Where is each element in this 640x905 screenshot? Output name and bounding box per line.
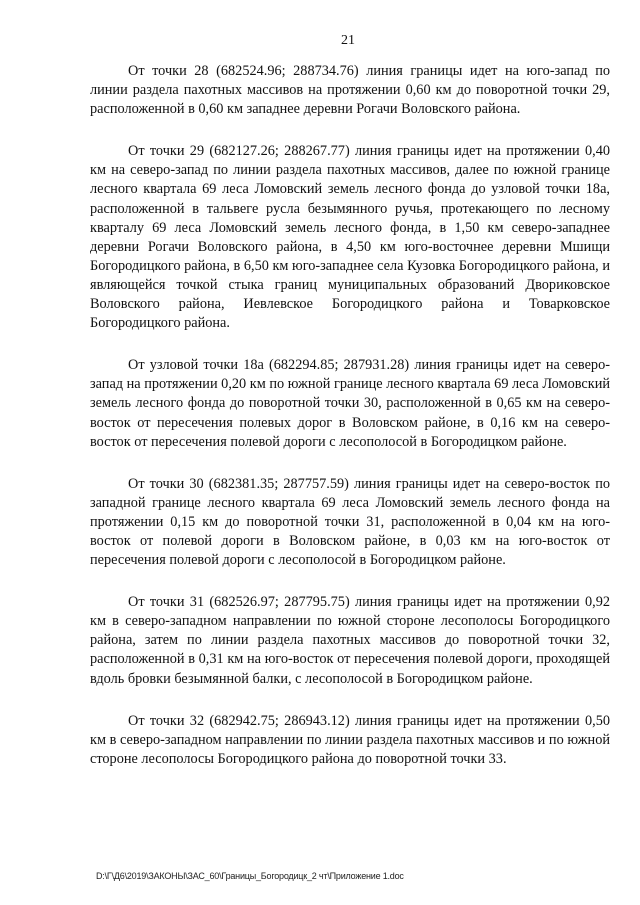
- paragraph: От точки 30 (682381.35; 287757.59) линия границы идет на северо-восток по западной границе лесного квартала 69 леса Ломовский земель лесного фонда на протяжении 0,15 км до поворотной точки 31, расположенной в 0,04 км на юго-восток от полевой дороги в Воловском районе, в 0,03 км на юго-восток от пересечения полевой дороги с лесополосой в Богородицком районе.: [90, 475, 610, 569]
- footer-file-path: D:\Г\Д6\2019\ЗАКОНЫ\ЗАС_60\Границы_Богородицк_2 чт\Приложение 1.doc: [96, 871, 404, 881]
- page-number: 21: [341, 33, 355, 48]
- document-body: [90, 62, 610, 792]
- paragraph: От точки 28 (682524.96; 288734.76) линия границы идет на юго-запад по линии раздела пахотных массивов на протяжении 0,60 км до поворотной точки 29, расположенной в 0,60 км западнее деревни Рогачи Воловского района.: [90, 63, 610, 118]
- paragraph: От узловой точки 18а (682294.85; 287931.28) линия границы идет на северо-запад на протяжении 0,20 км по южной границе лесного квартала 69 леса Ломовский земель лесного фонда до поворотной точки 30, расположенной в 0,65 км на северо-восток от пересечения полевых дорог в Воловском районе, в 0,16 км на северо-восток от пересечения полевой дороги с лесополосой в Богородицком районе.: [90, 357, 610, 450]
- paragraph: От точки 29 (682127.26; 288267.77) линия границы идет на протяжении 0,40 км на северо-запад по линии раздела пахотных массивов, далее по южной границе лесного квартала 69 леса Ломовский земель лесного фонда до узловой точки 18а, расположенной в тальвеге русла безымянного ручья, протекающего по лесному кварталу 69 леса Ломовский земель лесного фонда, в 1,50 км северо-западнее деревни Рогачи Воловского района, в 4,50 км юго-восточнее деревни Мшищи Богородицкого района, в 6,50 км юго-западнее села Кузовка Богородицкого района, и являющейся точкой стыка границ муниципальных образований Двориковское Воловского района, Иевлевское Богородицкого района и Товарковское Богородицкого района.: [90, 143, 610, 332]
- paragraph: От точки 32 (682942.75; 286943.12) линия границы идет на протяжении 0,50 км в северо-западном направлении по линии раздела пахотных массивов и по южной стороне лесополосы Богородицкого района до поворотной точки 33.: [90, 712, 610, 767]
- paragraph: От точки 31 (682526.97; 287795.75) линия границы идет на протяжении 0,92 км в северо-западном направлении по южной стороне лесополосы Богородицкого района, затем по линии раздела пахотных массивов до поворотной точки 32, расположенной в 0,31 км на юго-восток от пересечения полевой дороги, проходящей вдоль бровки безымянной балки, с лесополосой в Богородицком районе.: [90, 594, 610, 687]
